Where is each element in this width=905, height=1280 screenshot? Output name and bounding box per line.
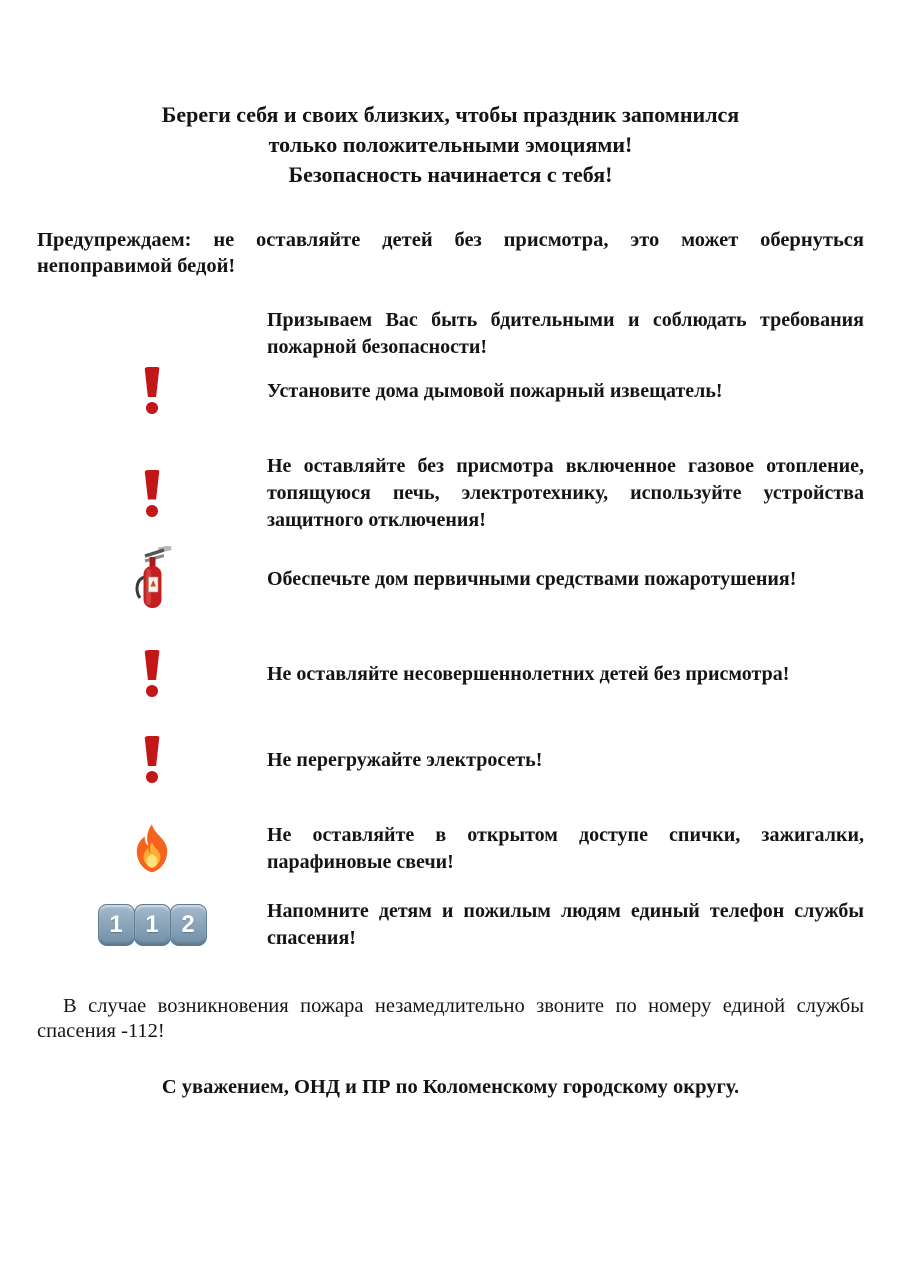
title-line: Береги себя и своих близких, чтобы праздник запомнился xyxy=(161,102,740,127)
item-text: Напомните детям и пожилым людям единый телефон службы спасения! xyxy=(267,900,864,949)
list-item xyxy=(37,546,864,612)
warning-paragraph: Предупреждаем: не оставляйте детей без присмотра, это может обернуться непоправимой бедой! xyxy=(37,229,864,277)
keycap-digit: 1 xyxy=(98,904,135,946)
item-text: Призываем Вас быть бдительными и соблюдать требования пожарной безопасности! xyxy=(267,309,864,358)
list-item xyxy=(37,367,864,415)
signature-line: С уважением, ОНД и ПР по Коломенскому городскому округу. xyxy=(161,1076,740,1098)
exclamation-icon xyxy=(144,736,161,784)
item-text: Не оставляйте без присмотра включенное газовое отопление, топящуюся печь, электротехнику, используйте устройства защитного отключения! xyxy=(267,455,864,531)
item-text: Установите дома дымовой пожарный извещатель! xyxy=(267,379,723,402)
title-line: Безопасность начинается с тебя! xyxy=(288,162,613,187)
item-text: Обеспечьте дом первичными средствами пожаротушения! xyxy=(267,567,797,590)
keycap-digit: 1 xyxy=(134,904,171,946)
fire-extinguisher-icon xyxy=(131,546,173,612)
item-text: Не оставляйте в открытом доступе спички, зажигалки, парафиновые свечи! xyxy=(267,824,864,873)
item-text: Не оставляйте несовершеннолетних детей без присмотра! xyxy=(267,662,790,685)
page-title xyxy=(37,100,864,190)
exclamation-icon xyxy=(144,367,161,415)
exclamation-icon xyxy=(144,650,161,698)
closing-paragraph: В случае возникновения пожара незамедлительно звоните по номеру единой службы спасения -112! xyxy=(37,995,864,1042)
safety-items-list xyxy=(37,307,864,952)
flame-icon xyxy=(128,823,176,875)
exclamation-icon xyxy=(144,470,161,518)
list-item xyxy=(37,898,864,952)
list-item xyxy=(37,307,864,361)
list-item xyxy=(37,736,864,784)
list-item xyxy=(37,822,864,876)
list-item xyxy=(37,453,864,534)
item-text: Не перегружайте электросеть! xyxy=(267,748,543,771)
title-line: только положительными эмоциями! xyxy=(268,132,633,157)
list-item xyxy=(37,650,864,698)
keycaps-112-icon xyxy=(98,904,207,946)
keycap-digit: 2 xyxy=(170,904,207,946)
